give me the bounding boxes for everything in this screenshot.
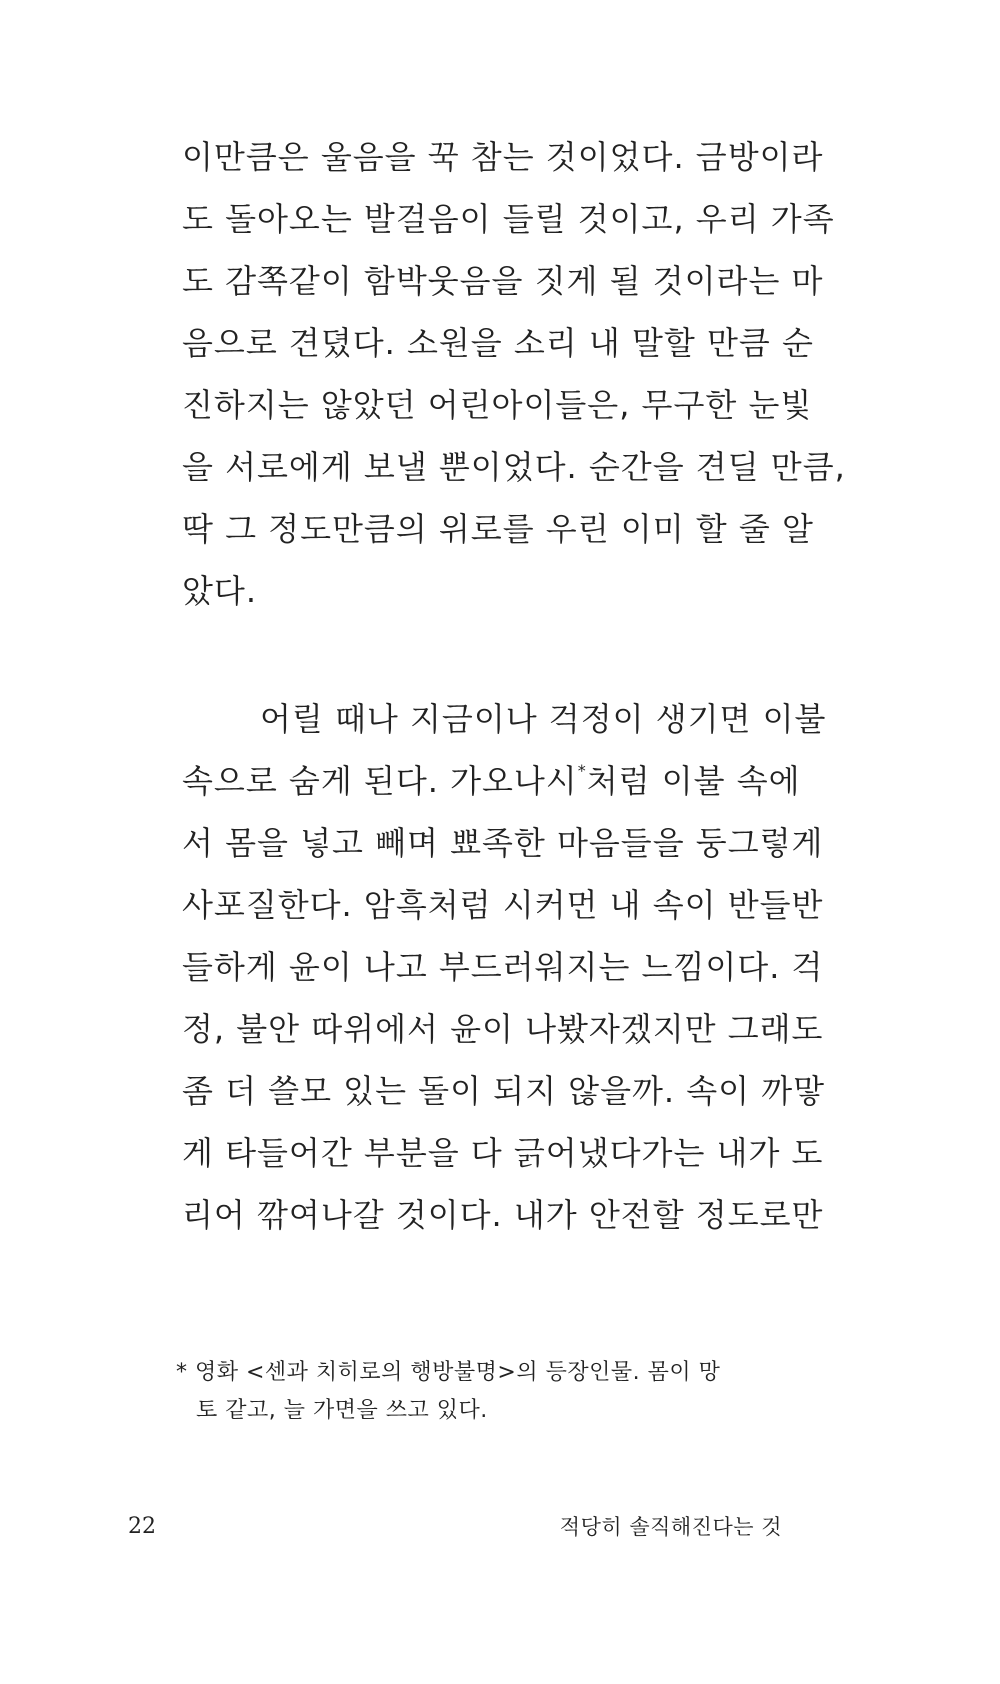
text-segment: 처럼 이불 속에 — [586, 762, 801, 800]
text-line: 게 타들어간 부분을 다 긁어냈다가는 내가 도 — [182, 1134, 824, 1172]
text-line: 들하게 윤이 나고 부드러워지는 느낌이다. 걱 — [182, 948, 824, 986]
text-line: 을 서로에게 보낼 뿐이었다. 순간을 견딜 만큼, — [182, 448, 846, 486]
text-line: 음으로 견뎠다. 소원을 소리 내 말할 만큼 순 — [182, 324, 814, 362]
footnote — [176, 1354, 816, 1430]
text-line: 좀 더 쓸모 있는 돌이 되지 않을까. 속이 까맣 — [182, 1072, 826, 1110]
paragraph-1 — [182, 126, 846, 622]
paragraph-2 — [182, 688, 827, 1246]
running-title: 적당히 솔직해진다는 것 — [559, 1515, 782, 1539]
text-line: 어릴 때나 지금이나 걱정이 생기면 이불 — [260, 700, 827, 738]
text-line: 정, 불안 따위에서 윤이 나봤자겠지만 그래도 — [182, 1010, 824, 1048]
footnote-line: * 영화 <센과 치히로의 행방불명>의 등장인물. 몸이 망 — [176, 1360, 721, 1385]
text-segment: 속으로 숨게 된다. 가오나시 — [182, 762, 578, 800]
text-line: 딱 그 정도만큼의 위로를 우린 이미 할 줄 알 — [182, 510, 814, 548]
text-line: 도 돌아오는 발걸음이 들릴 것이고, 우리 가족 — [182, 200, 835, 238]
page-number: 22 — [128, 1514, 156, 1539]
text-line: 서 몸을 넣고 빼며 뾰족한 마음들을 둥그렇게 — [182, 824, 824, 862]
text-line-with-footnote — [182, 750, 802, 812]
text-line: 도 감쪽같이 함박웃음을 짓게 될 것이라는 마 — [182, 262, 824, 300]
text-line: 사포질한다. 암흑처럼 시커먼 내 속이 반들반 — [182, 886, 824, 924]
text-line: 리어 깎여나갈 것이다. 내가 안전할 정도로만 — [182, 1196, 824, 1234]
text-line: 진하지는 않았던 어린아이들은, 무구한 눈빛 — [182, 386, 813, 424]
footnote-marker: * — [577, 761, 587, 780]
footnote-line: 토 같고, 늘 가면을 쓰고 있다. — [196, 1398, 488, 1423]
text-line: 았다. — [182, 572, 257, 610]
text-line: 이만큼은 울음을 꾹 참는 것이었다. 금방이라 — [182, 138, 824, 176]
